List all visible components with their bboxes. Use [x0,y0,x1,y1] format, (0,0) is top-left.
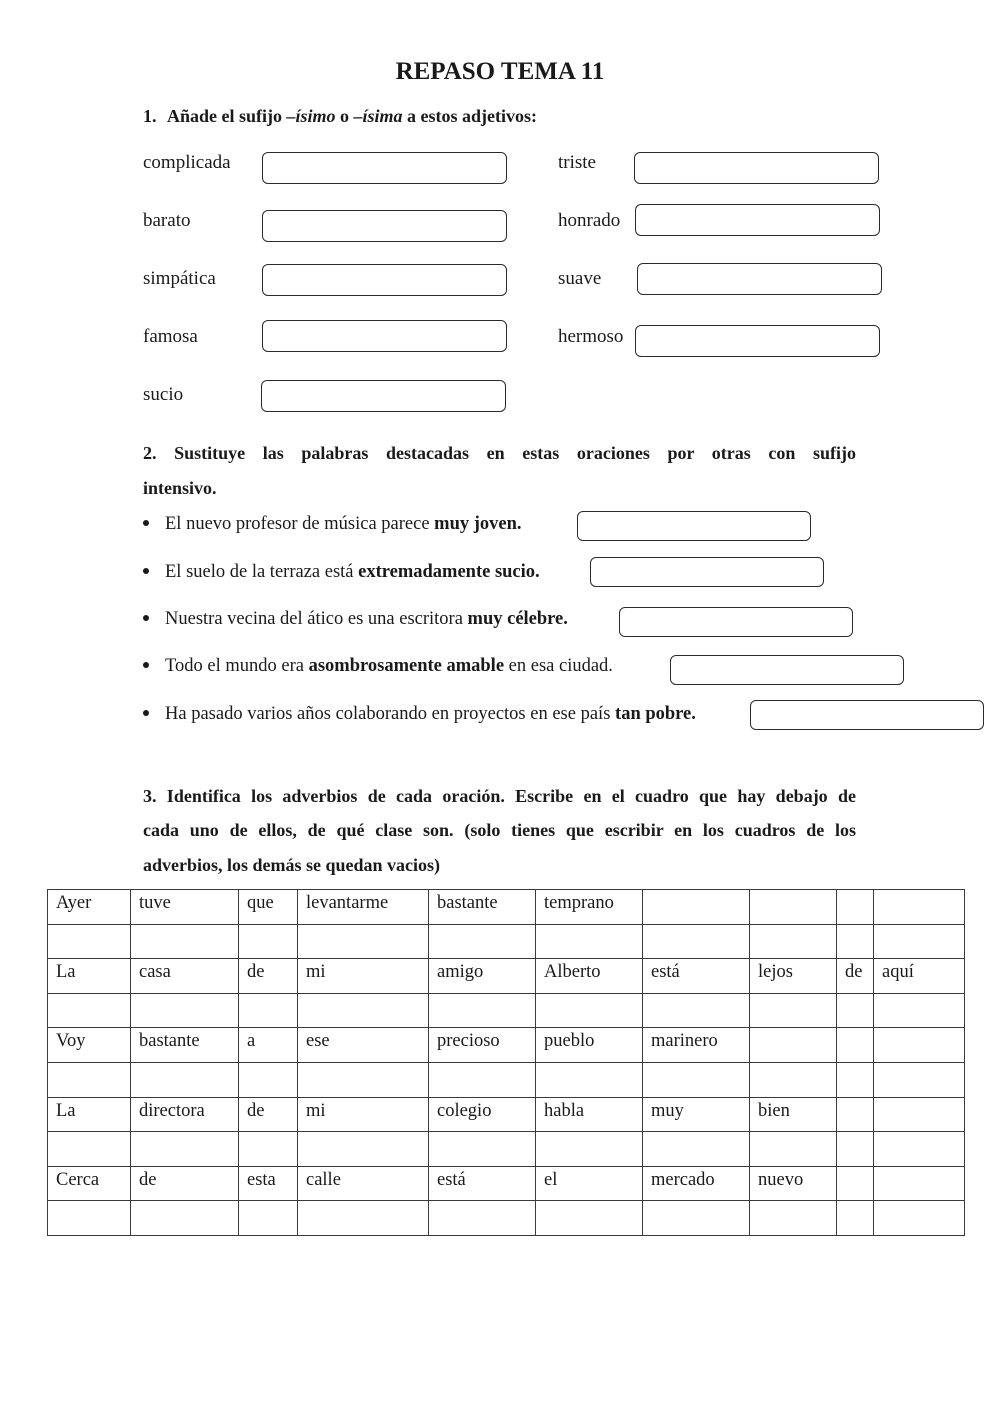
answer-cell[interactable] [874,1062,965,1097]
word-cell: mi [298,1097,429,1132]
adjective-label: honrado [558,210,621,231]
answer-cell[interactable] [131,924,239,959]
answer-box-sentence-2[interactable] [590,557,824,587]
highlighted-words: extremadamente sucio. [358,562,540,582]
answer-cell[interactable] [750,1132,837,1167]
word-row [48,959,965,994]
word-cell: levantarme [298,890,429,925]
answer-cell[interactable] [750,1062,837,1097]
word-row [48,890,965,925]
sentence-text-end: en esa ciudad. [504,656,613,676]
answer-cell[interactable] [48,1132,131,1167]
answer-box-famosa[interactable] [262,320,507,352]
sentence-item [143,704,696,725]
word-cell: Cerca [48,1166,131,1201]
word-cell: Ayer [48,890,131,925]
word-cell: temprano [536,890,643,925]
answer-box-sucio[interactable] [261,380,506,412]
sentence-item [143,562,540,583]
word-cell: mercado [643,1166,750,1201]
answer-cell[interactable] [429,1201,536,1236]
word-cell: de [239,1097,298,1132]
answer-cell[interactable] [48,993,131,1028]
answer-box-sentence-1[interactable] [577,511,811,541]
answer-cell[interactable] [298,993,429,1028]
answer-row [48,1062,965,1097]
answer-cell[interactable] [750,924,837,959]
section3-heading-line1: 3. Identifica los adverbios de cada oración. Escribe en el cuadro que hay debajo de [143,786,856,806]
answer-cell[interactable] [48,924,131,959]
page-title: REPASO TEMA 11 [395,58,605,85]
word-cell: marinero [643,1028,750,1063]
bullet-icon [143,520,149,526]
adjective-label: complicada [143,152,231,173]
answer-box-triste[interactable] [634,152,879,184]
answer-cell[interactable] [536,924,643,959]
word-cell: esta [239,1166,298,1201]
word-cell [750,1028,837,1063]
section1-heading [143,106,537,127]
suffix-isima: –ísima [353,106,403,126]
answer-cell[interactable] [298,924,429,959]
word-cell: calle [298,1166,429,1201]
word-cell: que [239,890,298,925]
section1-text-end: a estos adjetivos: [402,106,538,126]
word-cell: el [536,1166,643,1201]
word-cell: colegio [429,1097,536,1132]
answer-cell[interactable] [536,1201,643,1236]
section2-heading-line1: 2. Sustituye las palabras destacadas en estas oraciones por otras con sufijo [143,443,856,463]
answer-cell[interactable] [874,1132,965,1167]
answer-box-honrado[interactable] [635,204,880,236]
section3-heading-line3: adverbios, los demás se quedan vacios) [143,855,441,875]
answer-cell[interactable] [429,1132,536,1167]
highlighted-words: muy joven. [434,514,522,534]
answer-cell[interactable] [837,1201,874,1236]
adjective-label: barato [143,210,191,231]
answer-cell[interactable] [239,924,298,959]
answer-box-sentence-4[interactable] [670,655,904,685]
answer-cell[interactable] [239,1132,298,1167]
word-cell: La [48,1097,131,1132]
highlighted-words: muy célebre. [467,609,568,629]
highlighted-words: tan pobre. [615,704,696,724]
word-cell: bien [750,1097,837,1132]
answer-cell[interactable] [131,1201,239,1236]
answer-cell[interactable] [837,1062,874,1097]
answer-cell[interactable] [643,924,750,959]
answer-cell[interactable] [874,924,965,959]
word-cell [837,1028,874,1063]
answer-cell[interactable] [536,993,643,1028]
bullet-icon [143,662,149,668]
word-cell: directora [131,1097,239,1132]
answer-cell[interactable] [874,993,965,1028]
section1-text: Añade el sufijo [167,106,287,126]
word-cell: bastante [429,890,536,925]
answer-cell[interactable] [429,1062,536,1097]
answer-cell[interactable] [131,1132,239,1167]
word-cell: mi [298,959,429,994]
word-cell [874,1166,965,1201]
word-cell [750,890,837,925]
section1-text-or: o [335,106,354,126]
bullet-icon [143,568,149,574]
answer-cell[interactable] [643,1132,750,1167]
adjective-label: simpática [143,268,216,289]
word-row [48,1166,965,1201]
answer-cell[interactable] [239,1062,298,1097]
answer-cell[interactable] [750,1201,837,1236]
answer-cell[interactable] [131,1062,239,1097]
adjective-label: triste [558,152,596,173]
answer-cell[interactable] [837,924,874,959]
answer-row [48,924,965,959]
word-cell: está [643,959,750,994]
answer-cell[interactable] [750,993,837,1028]
answer-cell[interactable] [643,993,750,1028]
answer-box-complicada[interactable] [262,152,507,184]
answer-cell[interactable] [429,993,536,1028]
word-cell [837,1097,874,1132]
answer-cell[interactable] [298,1132,429,1167]
word-cell: nuevo [750,1166,837,1201]
word-cell [874,1097,965,1132]
answer-cell[interactable] [874,1201,965,1236]
answer-cell[interactable] [239,993,298,1028]
sentence-text: Nuestra vecina del ático es una escritora [165,609,468,629]
word-cell: de [131,1166,239,1201]
adjective-label: sucio [143,384,184,405]
answer-cell[interactable] [48,1201,131,1236]
highlighted-words: asombrosamente amable [308,656,505,676]
word-cell: Alberto [536,959,643,994]
answer-cell[interactable] [298,1201,429,1236]
answer-cell[interactable] [298,1062,429,1097]
word-cell: ese [298,1028,429,1063]
answer-row [48,1132,965,1167]
answer-box-hermoso[interactable] [635,325,880,357]
answer-box-simpatica[interactable] [262,264,507,296]
answer-box-sentence-3[interactable] [619,607,853,637]
sentence-text: Ha pasado varios años colaborando en proyectos en ese país [165,704,616,724]
word-cell: La [48,959,131,994]
sentence-text: El suelo de la terraza está [165,562,359,582]
word-cell: a [239,1028,298,1063]
word-cell: Voy [48,1028,131,1063]
word-cell: lejos [750,959,837,994]
word-cell: casa [131,959,239,994]
answer-cell[interactable] [643,1201,750,1236]
section3-heading-line2: cada uno de ellos, de qué clase son. (solo tienes que escribir en los cuadros de los [143,820,856,840]
answer-cell[interactable] [131,993,239,1028]
word-row [48,1097,965,1132]
word-row [48,1028,965,1063]
answer-cell[interactable] [536,1132,643,1167]
bullet-icon [143,710,149,716]
word-cell [837,1166,874,1201]
answer-cell[interactable] [429,924,536,959]
adjective-label: hermoso [558,326,624,347]
answer-row [48,1201,965,1236]
answer-cell[interactable] [837,993,874,1028]
word-cell: aquí [874,959,965,994]
adverbs-table [47,889,965,1236]
answer-row [48,993,965,1028]
answer-cell[interactable] [239,1201,298,1236]
section1-number: 1. [143,106,157,126]
sentence-text: El nuevo profesor de música parece [165,514,435,534]
sentence-item [143,514,522,535]
word-cell: amigo [429,959,536,994]
answer-cell[interactable] [48,1062,131,1097]
sentence-item [143,609,568,630]
answer-cell[interactable] [643,1062,750,1097]
adjective-label: suave [558,268,602,289]
answer-box-suave[interactable] [637,263,882,295]
sentence-text: Todo el mundo era [165,656,309,676]
word-cell: de [837,959,874,994]
word-cell [643,890,750,925]
word-cell: muy [643,1097,750,1132]
word-cell: precioso [429,1028,536,1063]
suffix-isimo: –ísimo [286,106,336,126]
word-cell: de [239,959,298,994]
section2-heading-line2: intensivo. [143,478,217,498]
bullet-icon [143,615,149,621]
word-cell [874,890,965,925]
adjective-label: famosa [143,326,198,347]
word-cell: pueblo [536,1028,643,1063]
word-cell: bastante [131,1028,239,1063]
sentence-item [143,656,613,677]
answer-box-sentence-5[interactable] [750,700,984,730]
answer-cell[interactable] [837,1132,874,1167]
answer-cell[interactable] [536,1062,643,1097]
word-cell: habla [536,1097,643,1132]
word-cell [874,1028,965,1063]
answer-box-barato[interactable] [262,210,507,242]
word-cell: tuve [131,890,239,925]
word-cell: está [429,1166,536,1201]
word-cell [837,890,874,925]
